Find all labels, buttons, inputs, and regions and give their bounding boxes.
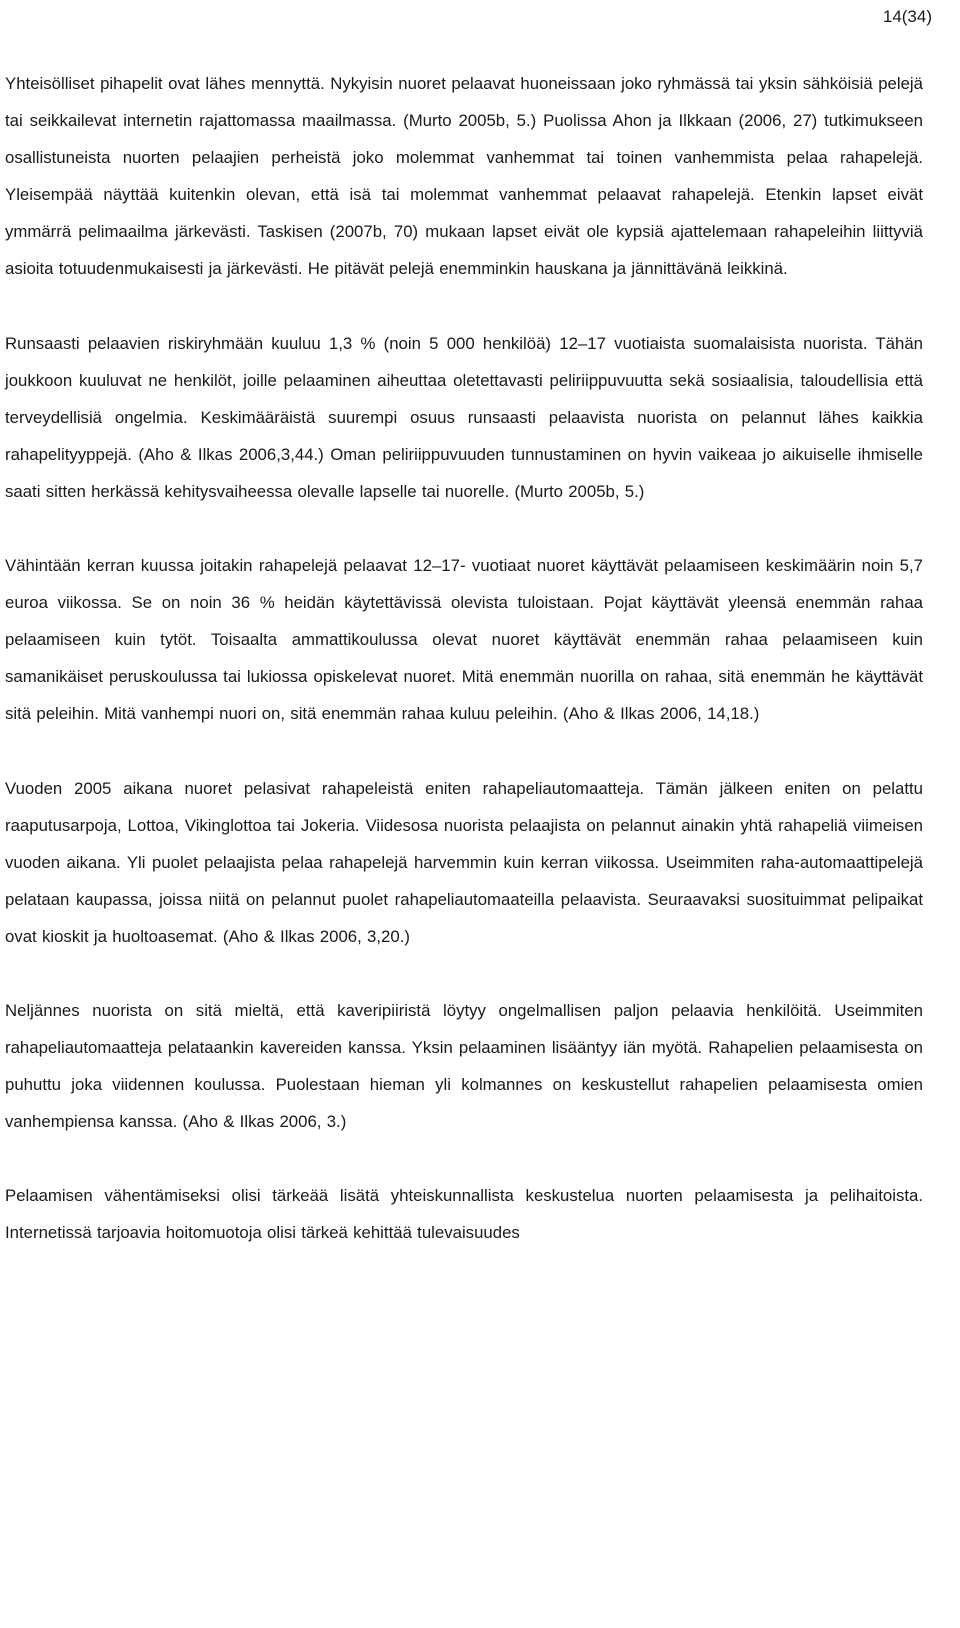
paragraph-spending: Vähintään kerran kuussa joitakin rahapelejä pelaavat 12–17- vuotiaat nuoret käyttävät pelaamiseen keskimäärin noin 5,7 euroa viikossa. Se on noin 36 % heidän käytettävissä olevista tuloistaan. Pojat käyttävät yleensä enemmän rahaa pelaamiseen kuin tytöt. Toisaalta ammattikoulussa olevat nuoret käyttävät enemmän rahaa pelaamiseen kuin samanikäiset peruskoulussa tai lukiossa opiskelevat nuoret. Mitä enemmän nuorilla on rahaa, sitä enemmän he käyttävät sitä peleihin. Mitä vanhempi nuori on, sitä enemmän rahaa kuluu peleihin. (Aho & Ilkas 2006, 14,18.) <box>5 556 923 724</box>
paragraph-risk-group: Runsaasti pelaavien riskiryhmään kuuluu 1,3 % (noin 5 000 henkilöä) 12–17 vuotiaista suomalaisista nuorista. Tähän joukkoon kuuluvat ne henkilöt, joille pelaaminen aiheuttaa oletettavasti peliriippuvuutta sekä sosiaalisia, taloudellisia että terveydellisiä ongelmia. Keskimääräistä suurempi osuus runsaasti pelaavista nuorista on pelannut lähes kaikkia rahapelityyppejä. (Aho & Ilkas 2006,3,44.) Oman peliriippuvuuden tunnustaminen on hyvin vaikeaa jo aikuiselle ihmiselle saati sitten herkässä kehitysvaiheessa olevalle lapselle tai nuorelle. (Murto 2005b, 5.) <box>5 333 923 501</box>
paragraph-social-circle: Neljännes nuorista on sitä mieltä, että kaveripiiristä löytyy ongelmallisen paljon pelaavia henkilöitä. Useimmiten rahapeliautomaatteja pelataankin kavereiden kanssa. Yksin pelaaminen lisääntyy iän myötä. Rahapelien pelaamisesta on puhuttu joka viidennen koulussa. Puolestaan hieman yli kolmannes on keskustellut rahapelien pelaamisesta omien vanhempiensa kanssa. (Aho & Ilkas 2006, 3.) <box>5 1000 923 1132</box>
body-text <box>5 65 923 1252</box>
paragraph-game-types: Vuoden 2005 aikana nuoret pelasivat rahapeleistä eniten rahapeliautomaatteja. Tämän jälkeen eniten on pelattu raaputusarpoja, Lottoa, Vikinglottoa tai Jokeria. Viidesosa nuorista pelaajista on pelannut ainakin yhtä rahapeliä viimeisen vuoden aikana. Yli puolet pelaajista pelaa rahapelejä harvemmin kuin kerran viikossa. Useimmiten raha-automaattipelejä pelataan kaupassa, joissa niitä on pelannut puolet rahapeliautomaateilla pelaavista. Seuraavaksi suosituimmat pelipaikat ovat kioskit ja huoltoasemat. (Aho & Ilkas 2006, 3,20.) <box>5 778 923 946</box>
paragraph-gaming-habits: Yhteisölliset pihapelit ovat lähes mennyttä. Nykyisin nuoret pelaavat huoneissaan joko ryhmässä tai yksin sähköisiä pelejä tai seikkailevat internetin rajattomassa maailmassa. (Murto 2005b, 5.) Puolissa Ahon ja Ilkkaan (2006, 27) tutkimukseen osallistuneista nuorten pelaajien perheistä joko molemmat vanhemmat tai toinen vanhemmista pelaa rahapelejä. Yleisempää näyttää kuitenkin olevan, että isä tai molemmat vanhemmat pelaavat rahapelejä. Etenkin lapset eivät ymmärrä pelimaailma järkevästi. Taskisen (2007b, 70) mukaan lapset eivät ole kypsiä ajattelemaan rahapeleihin liittyviä asioita totuudenmukaisesti ja järkevästi. He pitävät pelejä enemminkin hauskana ja jännittävänä leikkinä. <box>5 74 923 279</box>
paragraph-prevention: Pelaamisen vähentämiseksi olisi tärkeää lisätä yhteiskunnallista keskustelua nuorten pelaamisesta ja pelihaitoista. Internetissä tarjoavia hoitomuotoja olisi tärkeä kehittää tulevaisuudes <box>5 1186 923 1243</box>
page-number: 14(34) <box>882 7 932 26</box>
